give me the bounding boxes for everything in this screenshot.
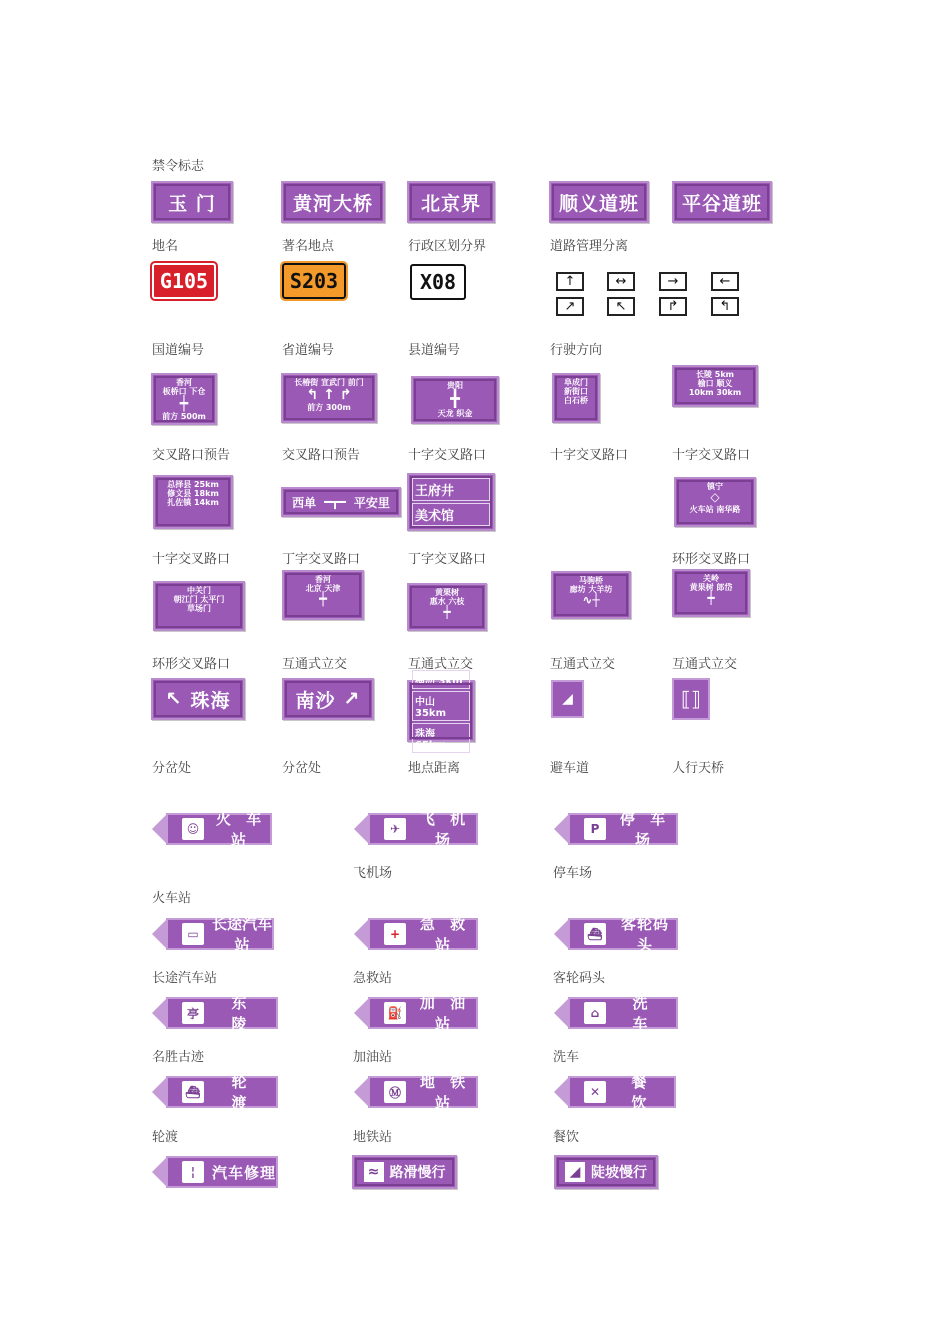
service-sign-ferry-pier: ⛴ 客轮码头	[568, 918, 678, 950]
interchange-sign-4: 关岭 黄果树 郎岱 ┿	[672, 569, 750, 617]
caption: 轮渡	[152, 1130, 179, 1145]
service-sign-ferry: ⛴ 轮 渡	[166, 1076, 278, 1108]
place-left: 西单	[292, 495, 317, 510]
arrow-right-icon: →	[659, 272, 687, 291]
caption: 县道编号	[408, 343, 461, 358]
t-junction-sign-2	[407, 473, 495, 531]
caption: 长途汽车站	[152, 971, 218, 986]
caption: 人行天桥	[672, 761, 725, 776]
arrow-up-left-icon: ↖	[165, 688, 183, 710]
caption: 互通式立交	[282, 657, 348, 672]
airplane-icon: ✈	[384, 818, 406, 840]
fork-sign-zhuhai: ↖ 珠海	[151, 678, 245, 720]
sign-pinggu: 平谷道班	[672, 181, 772, 223]
caption: 互通式立交	[408, 657, 474, 672]
fork-knife-icon: ✕	[584, 1081, 606, 1103]
arrow-up-left-icon: ↖	[607, 297, 635, 316]
caption: 行驶方向	[550, 343, 603, 358]
caption: 行政区划分界	[408, 239, 487, 254]
caption: 客轮码头	[553, 971, 606, 986]
pavilion-icon: 亭	[182, 1002, 204, 1024]
sign-yumen: 玉 门	[151, 181, 233, 223]
service-sign-train: ☺ 火 车 站	[166, 813, 272, 845]
service-sign-dining: ✕ 餐 饮	[568, 1076, 676, 1108]
fuel-pump-icon: ⛽	[384, 1002, 406, 1024]
caption: 道路管理分离	[550, 239, 629, 254]
caption: 交叉路口预告	[152, 448, 231, 463]
arrow-up-right-icon: ↗	[343, 688, 361, 710]
metro-icon: Ⓜ	[384, 1081, 406, 1103]
escape-lane-icon: ◢	[551, 680, 584, 718]
service-sign-parking: P 停 车 场	[568, 813, 678, 845]
turn-right-icon: ↱	[659, 297, 687, 316]
ship-icon: ⛴	[584, 923, 606, 945]
slope-icon: ◢	[565, 1162, 585, 1182]
crossroad-sign-4: 总择县 25km 修文县 18km 扎佐镇 14km	[153, 475, 233, 529]
slippery-car-icon: ≈	[364, 1162, 384, 1182]
train-station-icon: ☺	[182, 818, 204, 840]
caption: 环形交叉路口	[672, 552, 751, 567]
caption: 飞机场	[353, 866, 393, 881]
pedestrian-bridge-icon: ⟦⟧	[672, 678, 710, 720]
junction-sign-1: 香河 板桥口 下仓 ┿ 前方 500m	[151, 373, 217, 425]
section-title: 禁令标志	[152, 159, 205, 174]
arrow-left-icon: ←	[711, 272, 739, 291]
service-sign-repair: ¦ 汽车修理	[166, 1156, 278, 1188]
caption: 地名	[152, 239, 179, 254]
crossroad-sign-3: 长陵 5km 榆口 顺义 10km 30km	[672, 365, 758, 407]
caption: 分岔处	[282, 761, 322, 776]
caption: 火车站	[152, 891, 192, 906]
service-sign-bus: ▭ 长途汽车站	[166, 918, 274, 950]
steep-slope-sign: ◢ 陡坡慢行	[554, 1155, 658, 1189]
county-road-code: X08	[410, 264, 466, 300]
arrow-up-icon: ↑	[556, 272, 584, 291]
caption: 洗车	[553, 1050, 580, 1065]
caption: 省道编号	[282, 343, 335, 358]
caption: 分岔处	[152, 761, 192, 776]
caption: 十字交叉路口	[672, 448, 751, 463]
arrow-left-right-icon: ↔	[607, 272, 635, 291]
service-sign-gas: ⛽ 加 油 站	[368, 997, 478, 1029]
service-sign-scenic: 亭 东 陵	[166, 997, 278, 1029]
caption: 环形交叉路口	[152, 657, 231, 672]
service-sign-airport: ✈ 飞 机 场	[368, 813, 478, 845]
roundabout-sign-1: 镇宁 ◇ 火车站 南华路	[674, 477, 756, 527]
national-road-code: G105	[152, 263, 216, 299]
service-sign-metro: Ⓜ 地 铁 站	[368, 1076, 478, 1108]
caption: 避车道	[550, 761, 590, 776]
provincial-road-code: S203	[282, 263, 346, 299]
wangfujing-label: 王府井	[412, 478, 490, 501]
place-right: 平安里	[353, 495, 390, 510]
caption: 餐饮	[553, 1130, 580, 1145]
service-sign-firstaid: + 急 救 站	[368, 918, 478, 950]
meishuguan-label: 美术馆	[412, 503, 490, 526]
junction-sign-2: 长椿街 宣武门 前门 ↰ ↑ ↱ 前方 300m	[281, 373, 377, 423]
caption: 互通式立交	[672, 657, 738, 672]
sign-huanghe: 黄河大桥	[281, 181, 385, 223]
roundabout-sign-2: 中关门 朝江门 太平门 草场门	[153, 581, 245, 631]
caption: 加油站	[353, 1050, 393, 1065]
caption: 地铁站	[353, 1130, 393, 1145]
distance-row: 中山 35km	[412, 691, 470, 721]
caption: 丁字交叉路口	[282, 552, 361, 567]
interchange-sign-2: 黄栗树 惠水 六枝 ┿	[407, 583, 487, 631]
car-wash-icon: ⌂	[584, 1002, 606, 1024]
caption: 地点距离	[408, 761, 461, 776]
sign-shunyi: 顺义道班	[549, 181, 649, 223]
caption: 急救站	[353, 971, 393, 986]
arrow-up-right-icon: ↗	[556, 297, 584, 316]
service-sign-carwash: ⌂ 洗 车	[568, 997, 678, 1029]
caption: 国道编号	[152, 343, 205, 358]
slippery-road-sign: ≈ 路滑慢行	[352, 1155, 457, 1189]
first-aid-icon: +	[384, 923, 406, 945]
caption: 十字交叉路口	[152, 552, 231, 567]
caption: 名胜古迹	[152, 1050, 205, 1065]
distance-row: 横沥 3km	[412, 670, 470, 689]
parking-icon: P	[584, 818, 606, 840]
crossroad-sign-1: 贵阳 ╋ 天龙 织金	[411, 376, 499, 424]
caption: 交叉路口预告	[282, 448, 361, 463]
caption: 十字交叉路口	[550, 448, 629, 463]
bus-icon: ▭	[182, 923, 204, 945]
caption: 停车场	[553, 866, 593, 881]
caption: 十字交叉路口	[408, 448, 487, 463]
interchange-sign-1: 香河 北京 天津 ┿	[282, 570, 364, 620]
sign-beijingjie: 北京界	[407, 181, 495, 223]
distance-sign	[407, 675, 475, 751]
caption: 互通式立交	[550, 657, 616, 672]
fork-sign-nansha: 南沙 ↗	[282, 678, 374, 720]
ferry-icon: ⛴	[182, 1081, 204, 1103]
turn-left-icon: ↰	[711, 297, 739, 316]
t-junction-sign-1: 西单 ━┳━ 平安里	[281, 487, 401, 517]
distance-row: 珠海 65km	[412, 723, 470, 753]
caption: 著名地点	[282, 239, 335, 254]
crossroad-sign-2: 阜成门 新街口 白石桥	[552, 373, 600, 423]
wrench-icon: ¦	[182, 1161, 204, 1183]
interchange-sign-3: 马驹桥 廊坊 大羊坊 ∿┼	[551, 571, 631, 619]
caption: 丁字交叉路口	[408, 552, 487, 567]
